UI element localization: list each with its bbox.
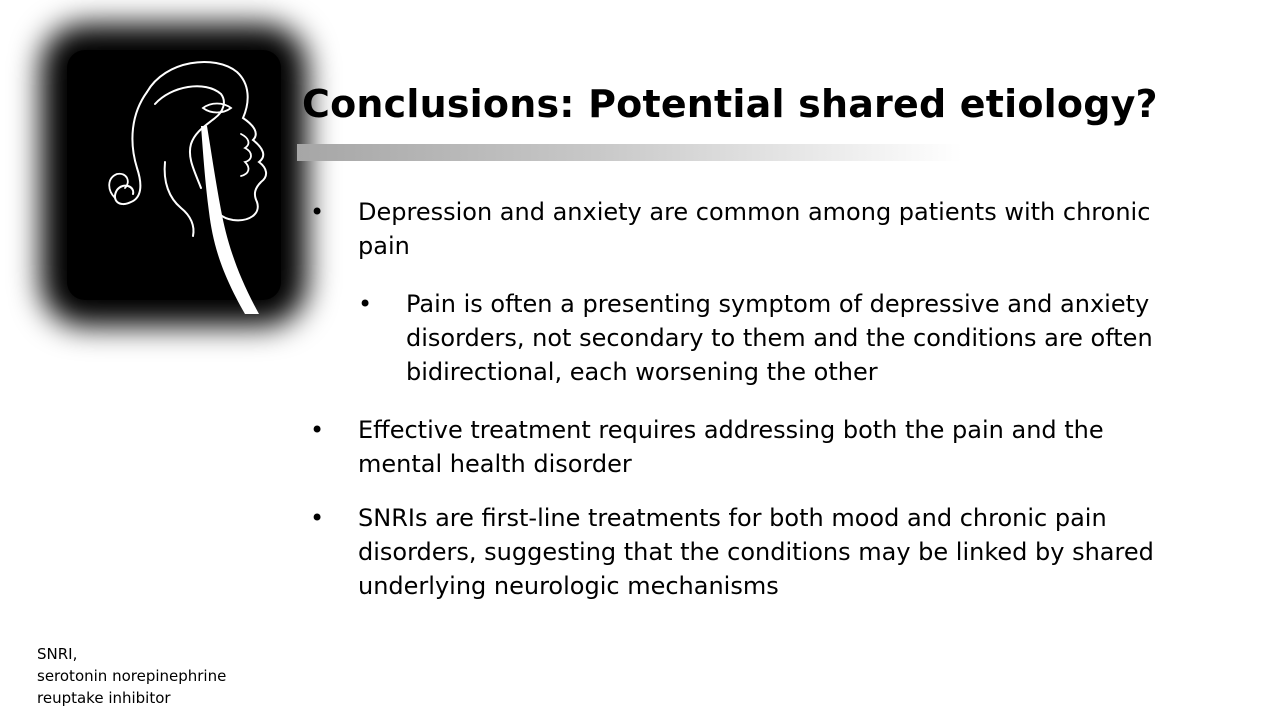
bullet-marker: • <box>358 290 373 318</box>
bullet-text: SNRIs are first-line treatments for both mood and chronic pain disorders, suggesting that the conditions may be linked by shared underlying neurologic mechanisms <box>358 504 1154 600</box>
abbreviation-footnote <box>37 643 226 709</box>
bullet-item <box>310 413 1170 481</box>
bullet-marker: • <box>310 504 325 532</box>
face-illustration <box>45 22 305 322</box>
title-underline-gradient <box>297 144 962 161</box>
bullet-marker: • <box>310 198 325 226</box>
bullet-text: Depression and anxiety are common among patients with chronic pain <box>358 198 1151 260</box>
sub-bullet-item <box>358 287 1170 389</box>
bullet-text: Effective treatment requires addressing both the pain and the mental health disorder <box>358 416 1104 478</box>
slide-title: Conclusions: Potential shared etiology? <box>302 82 1158 126</box>
footnote-line: reuptake inhibitor <box>37 689 171 707</box>
footnote-line: serotonin norepinephrine <box>37 667 227 685</box>
bullet-item <box>310 501 1170 603</box>
bullet-text: Pain is often a presenting symptom of depressive and anxiety disorders, not secondary to them and the conditions are often bidirectional, each worsening the other <box>406 290 1153 386</box>
bullet-marker: • <box>310 416 325 444</box>
footnote-line: SNRI, <box>37 645 78 663</box>
bullet-list <box>310 195 1170 603</box>
line-art-face-profile-icon <box>45 22 305 322</box>
bullet-item <box>310 195 1170 263</box>
